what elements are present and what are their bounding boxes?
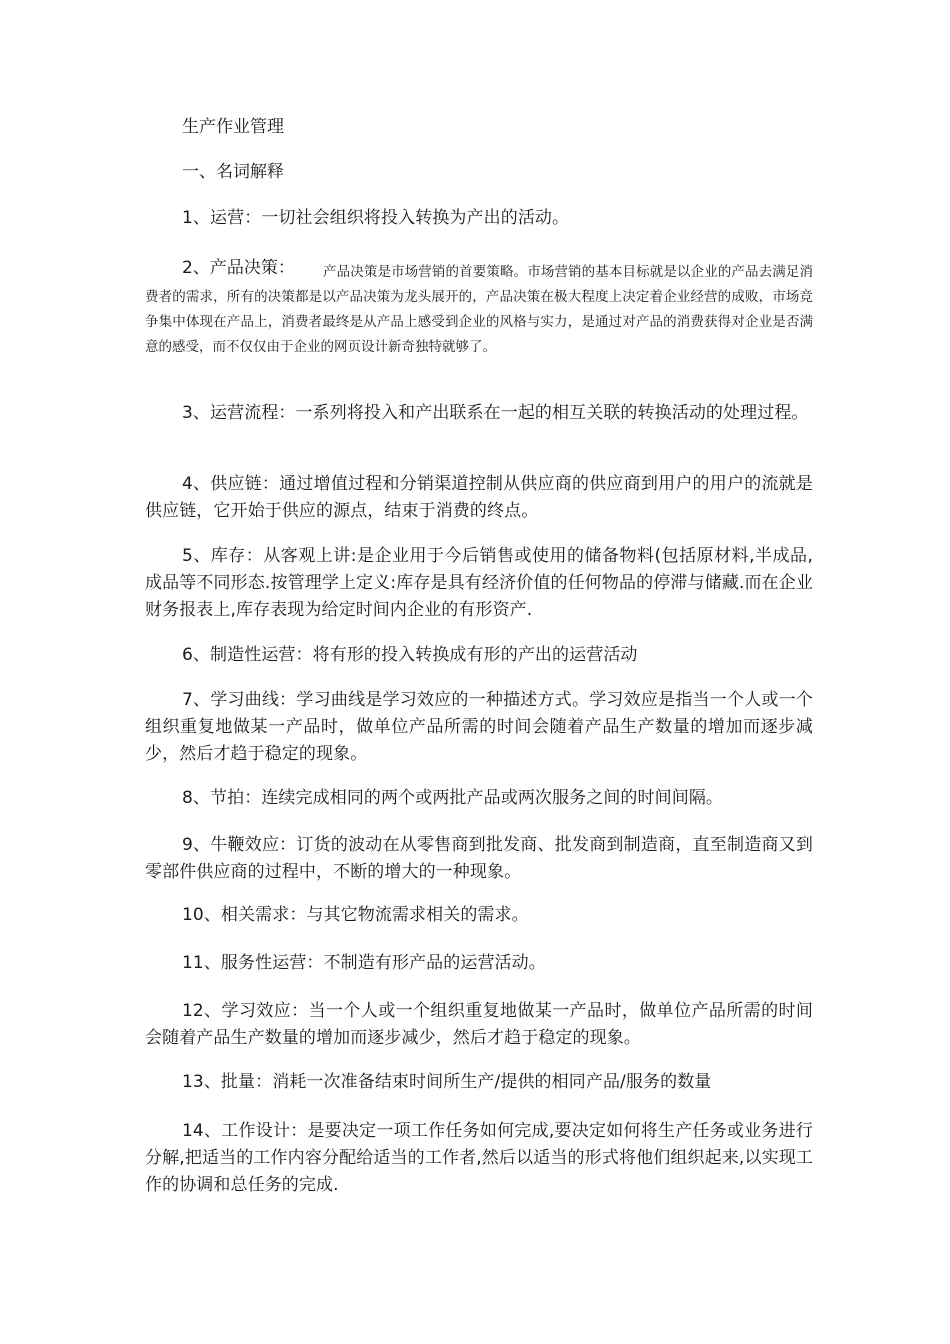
- term-entry-8: [145, 785, 813, 812]
- term-label: 7、学习曲线：: [182, 690, 297, 710]
- section-heading: 一、名词解释: [182, 162, 284, 182]
- term-label: 9、牛鞭效应：: [182, 835, 297, 855]
- term-entry-1: [145, 205, 813, 232]
- term-label: 5、库存：: [182, 546, 264, 566]
- term-definition: 不制造有形产品的运营活动。: [323, 953, 546, 973]
- term-definition: 从客观上讲:是企业用于今后销售或使用的储备物料(包括原材料,半成品,成品等不同形态.按管理学上定义:库存是具有经济价值的任何物品的停滞与储藏.而在企业财务报表上,库存表现为给定时间内企业的有形资产.: [145, 546, 813, 620]
- term-definition: 一切社会组织将投入转换为产出的活动。: [261, 208, 570, 228]
- term-entry-9: [145, 832, 813, 886]
- term-label-2: 2、产品决策：: [182, 258, 295, 278]
- term-entry-5: [145, 543, 813, 624]
- term-definition-2: 产品决策是市场营销的首要策略。市场营销的基本目标就是以企业的产品去满足消费者的需求，所有的决策都是以产品决策为龙头展开的，产品决策在极大程度上决定着企业经营的成败，市场竞争集中体现在产品上，消费者最终是从产品上感受到企业的风格与实力，是通过对产品的消费获得对企业是否满意的感受，而不仅仅由于企业的网页设计新奇独特就够了。: [145, 264, 813, 355]
- document-title: 生产作业管理: [182, 117, 284, 137]
- term-entry-4: [145, 471, 813, 525]
- term-label: 12、学习效应：: [182, 1001, 309, 1021]
- term-definition: 通过增值过程和分销渠道控制从供应商的供应商到用户的用户的流就是供应链，它开始于供应的源点，结束于消费的终点。: [145, 474, 813, 521]
- term-definition: 订货的波动在从零售商到批发商、批发商到制造商，直至制造商又到零部件供应商的过程中，不断的增大的一种现象。: [145, 835, 814, 882]
- term-definition: 与其它物流需求相关的需求。: [306, 905, 529, 925]
- term-label: 6、制造性运营：: [182, 645, 313, 665]
- term-definition: 当一个人或一个组织重复地做某一产品时，做单位产品所需的时间会随着产品生产数量的增加而逐步减少，然后才趋于稳定的现象。: [145, 1001, 814, 1048]
- term-label: 10、相关需求：: [182, 905, 307, 925]
- term-entry-12: [145, 998, 813, 1052]
- term-entry-3: [145, 400, 813, 427]
- term-label: 11、服务性运营：: [182, 953, 324, 973]
- term-entry-6: [145, 642, 813, 669]
- term-definition: 将有形的投入转换成有形的产出的运营活动: [312, 645, 638, 665]
- term-definition: 消耗一次准备结束时间所生产/提供的相同产品/服务的数量: [272, 1072, 712, 1092]
- term-label: 4、供应链：: [182, 474, 280, 494]
- term-entry-7: [145, 687, 813, 768]
- term-label: 1、运营：: [182, 208, 262, 228]
- term-entry-10: [145, 902, 813, 929]
- term-entry-11: [145, 950, 813, 977]
- term-label: 13、批量：: [182, 1072, 273, 1092]
- term-label: 8、节拍：: [182, 788, 262, 808]
- term-definition: 学习曲线是学习效应的一种描述方式。学习效应是指当一个人或一个组织重复地做某一产品时，做单位产品所需的时间会随着产品生产数量的增加而逐步减少，然后才趋于稳定的现象。: [145, 690, 814, 764]
- term-entry-13: [145, 1069, 813, 1096]
- term-definition: 是要决定一项工作任务如何完成,要决定如何将生产任务或业务进行分解,把适当的工作内容分配给适当的工作者,然后以适当的形式将他们组织起来,以实现工作的协调和总任务的完成.: [145, 1121, 813, 1195]
- term-definition: 连续完成相同的两个或两批产品或两次服务之间的时间间隔。: [261, 788, 724, 808]
- term-label: 3、运营流程：: [182, 403, 296, 423]
- term-label: 14、工作设计：: [182, 1121, 308, 1141]
- term-definition: 一系列将投入和产出联系在一起的相互关联的转换活动的处理过程。: [295, 403, 809, 423]
- term-entry-14: [145, 1118, 813, 1199]
